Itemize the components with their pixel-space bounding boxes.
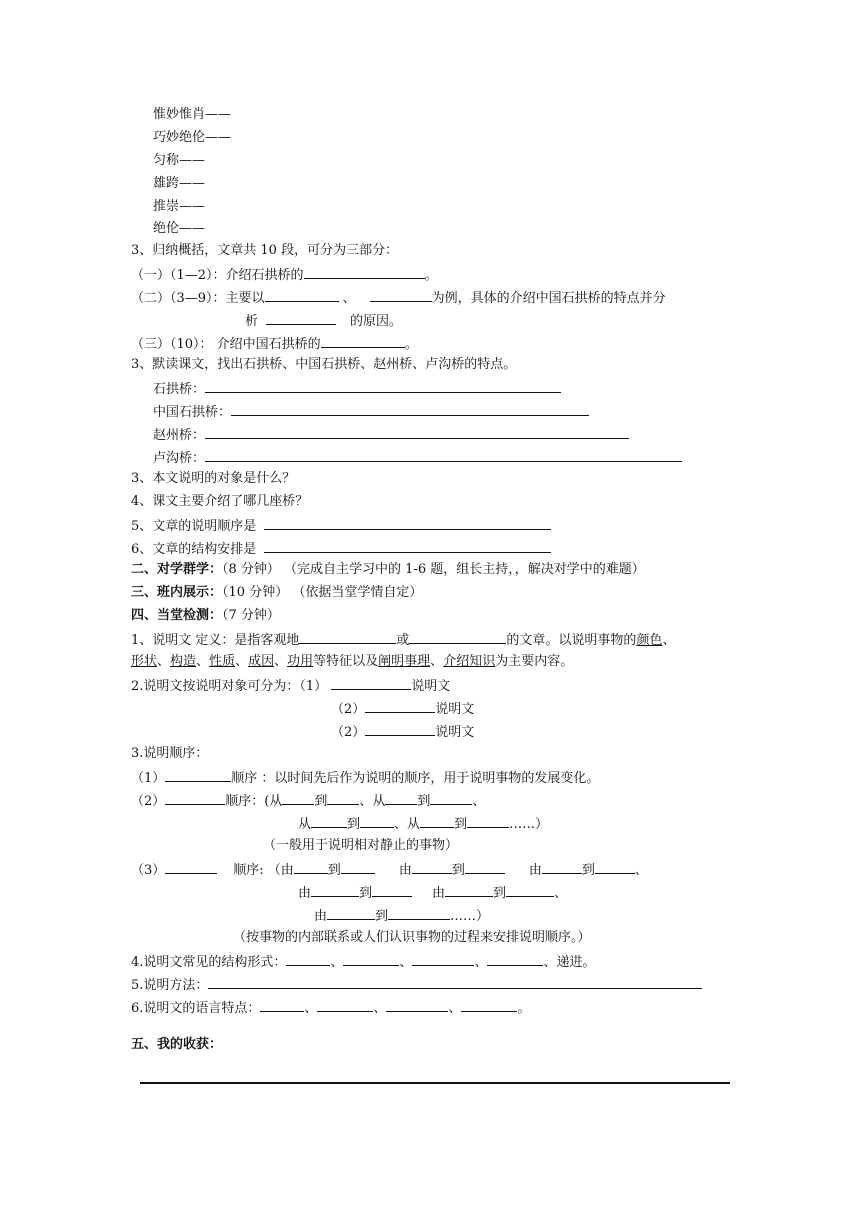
classification-text: （2） (331, 702, 366, 717)
order-space-note: （一般用于说明相对静止的事物） (263, 838, 459, 853)
section-5-title: 五、我的收获： (131, 1037, 223, 1052)
separator: 、 (330, 955, 344, 970)
order-title: 3.说明顺序： (131, 746, 209, 761)
order-logic-cont (298, 883, 567, 901)
answer-blank[interactable] (370, 288, 432, 302)
vocab-item: 雄跨—— (153, 176, 206, 191)
answer-blank[interactable] (386, 998, 448, 1012)
keyword-function: 功用 (287, 654, 314, 669)
answer-blank[interactable] (317, 998, 373, 1012)
by-word: 由 (298, 886, 312, 901)
answer-blank[interactable] (286, 952, 330, 966)
to-word: 到 (359, 886, 373, 901)
feature-row (153, 379, 561, 397)
structure-forms (131, 952, 595, 970)
feature-label: 赵州桥： (153, 428, 206, 443)
keyword-nature: 性质 (209, 654, 236, 669)
to-word: 到 (375, 909, 389, 924)
answer-blank[interactable] (409, 630, 506, 644)
answer-blank[interactable] (420, 814, 454, 828)
answer-blank[interactable] (365, 722, 435, 736)
to-word: 到 (347, 817, 361, 832)
answer-blank[interactable] (205, 425, 629, 439)
keyword-shape: 形状 (131, 654, 158, 669)
summary-part3-text: （三）（10）： 介绍中国石拱桥的 (131, 337, 321, 352)
answer-blank[interactable] (327, 791, 359, 805)
summary-part2-text3: 析 (245, 314, 259, 329)
keyword-reasoning: 阐明事理 (378, 654, 431, 669)
order-logic (131, 860, 648, 878)
separator: 、 (448, 1001, 462, 1016)
from-word: 从 (298, 817, 312, 832)
answer-blank[interactable] (487, 952, 543, 966)
classification-suffix: 说明文 (435, 702, 475, 717)
keyword-knowledge: 介绍知识 (443, 654, 496, 669)
by-word: 由 (528, 863, 542, 878)
answer-blank[interactable] (388, 906, 450, 920)
section-4 (131, 607, 280, 625)
to-word: 到 (417, 794, 431, 809)
separator: 、 (373, 1001, 387, 1016)
feature-label: 石拱桥： (153, 382, 206, 397)
answer-blank[interactable] (542, 860, 582, 874)
classification-suffix: 说明文 (435, 725, 475, 740)
answer-blank[interactable] (341, 860, 375, 874)
order-logic-cont2 (314, 906, 489, 924)
order-num: （2） (131, 794, 166, 809)
question-text: 6、文章的结构安排是 (131, 542, 257, 557)
answer-blank[interactable] (165, 768, 231, 782)
answer-blank[interactable] (266, 311, 336, 325)
question (131, 539, 551, 557)
separator: 、 (235, 654, 249, 669)
to-word: 到 (327, 863, 341, 878)
keyword-cause: 成因 (248, 654, 275, 669)
language-text: 6.说明文的语言特点： (131, 1001, 261, 1016)
methods (131, 975, 702, 993)
order-text: 顺序：(从 (225, 794, 283, 809)
by-word: 由 (398, 863, 412, 878)
summary-part2-cont (245, 311, 402, 329)
order-space-cont (298, 814, 548, 832)
to-word: 到 (314, 794, 328, 809)
section-3 (131, 584, 422, 602)
question (131, 516, 551, 534)
definition-text: 的文章。以说明事物的 (506, 633, 637, 648)
vocab-item: 巧妙绝伦—— (153, 130, 232, 145)
feature-row (153, 448, 682, 466)
section-title: 四、当堂检测： (131, 608, 223, 623)
summary-part2-sep: 、 (342, 291, 356, 306)
order-time (131, 768, 599, 786)
order-space (131, 791, 485, 809)
classification-text: 2.说明文按说明对象可分为：（1） (131, 679, 328, 694)
harvest-answer-line[interactable] (140, 1082, 730, 1084)
classification-2 (331, 699, 474, 717)
section-text: （8 分钟） （完成自主学习中的 1-6 题，组长主持，，解决对学中的难题） (222, 562, 645, 577)
order-ellipsis: ……） (509, 817, 549, 832)
answer-blank[interactable] (294, 860, 328, 874)
vocab-item: 匀称—— (153, 153, 206, 168)
answer-blank[interactable] (311, 814, 347, 828)
definition-line1 (131, 630, 675, 648)
answer-blank[interactable] (445, 883, 493, 897)
separator: 、 (430, 654, 444, 669)
vocab-item: 惟妙惟肖—— (153, 107, 232, 122)
section-text: （7 分钟） (222, 608, 280, 623)
separator: 、 (394, 817, 408, 832)
answer-blank[interactable] (385, 791, 417, 805)
methods-text: 5.说明方法： (131, 978, 209, 993)
to-word: 到 (451, 863, 465, 878)
summary-part3 (131, 334, 418, 352)
question: 4、课文主要介绍了哪几座桥？ (131, 494, 309, 509)
order-text: 顺序: （由 (233, 863, 294, 878)
summary-part2-text2: 为例，具体的介绍中国石拱桥的特点并分 (431, 291, 666, 306)
answer-blank[interactable] (372, 883, 412, 897)
answer-blank[interactable] (412, 952, 474, 966)
structure-text: 递进。 (556, 955, 596, 970)
order-ellipsis: ……） (450, 909, 490, 924)
answer-blank[interactable] (467, 814, 509, 828)
classification-text: （2） (331, 725, 366, 740)
question-text: 5、文章的说明顺序是 (131, 519, 257, 534)
answer-blank[interactable] (461, 998, 517, 1012)
summary-part1 (131, 265, 438, 283)
from-word: 从 (407, 817, 421, 832)
answer-blank[interactable] (231, 402, 589, 416)
separator: 、 (274, 654, 288, 669)
separator: 、 (196, 654, 210, 669)
features-intro: 3、默读课文，找出石拱桥、中国石拱桥、赵州桥、卢沟桥的特点。 (131, 357, 517, 372)
language-features (131, 998, 530, 1016)
answer-blank[interactable] (165, 791, 225, 805)
summary-part2 (131, 288, 666, 306)
answer-blank[interactable] (321, 334, 405, 348)
answer-blank[interactable] (265, 288, 339, 302)
keyword-color: 颜色 (636, 633, 663, 648)
answer-blank[interactable] (360, 814, 394, 828)
summary-part1-text: （一）（1—2）：介绍石拱桥的 (131, 268, 304, 283)
separator: 、 (634, 863, 648, 878)
feature-row (153, 402, 589, 420)
separator: 、 (472, 794, 486, 809)
answer-blank[interactable] (311, 883, 359, 897)
question: 3、本文说明的对象是什么？ (131, 471, 296, 486)
feature-row (153, 425, 629, 443)
section-2 (131, 561, 645, 579)
answer-blank[interactable] (264, 539, 551, 553)
answer-blank[interactable] (430, 791, 472, 805)
answer-blank[interactable] (327, 906, 375, 920)
separator: 、 (304, 1001, 318, 1016)
section-title: 三、班内展示： (131, 585, 223, 600)
answer-blank[interactable] (165, 860, 217, 874)
answer-blank[interactable] (331, 676, 411, 690)
structure-text: 4.说明文常见的结构形式： (131, 955, 287, 970)
answer-blank[interactable] (343, 952, 399, 966)
section-text: （10 分钟） （依据当堂学情自定） (222, 585, 423, 600)
classification-3 (331, 722, 474, 740)
answer-blank[interactable] (304, 265, 425, 279)
to-word: 到 (493, 886, 507, 901)
answer-blank[interactable] (412, 860, 452, 874)
definition-text: 为主要内容。 (495, 654, 574, 669)
order-num: （1） (131, 771, 166, 786)
separator: 、 (662, 633, 676, 648)
definition-line2 (131, 653, 573, 671)
answer-blank[interactable] (365, 699, 435, 713)
answer-blank[interactable] (205, 448, 682, 462)
separator: 、 (399, 955, 413, 970)
answer-blank[interactable] (208, 975, 702, 989)
by-word: 由 (432, 886, 446, 901)
summary-part2-text: （二）（3—9）：主要以 (131, 291, 265, 306)
order-num: （3） (131, 863, 166, 878)
summary-part1-end: 。 (424, 268, 438, 283)
answer-blank[interactable] (465, 860, 505, 874)
answer-blank[interactable] (299, 630, 396, 644)
answer-blank[interactable] (205, 379, 561, 393)
answer-blank[interactable] (260, 998, 304, 1012)
definition-text: 1、说明文 定义：是指客观地 (131, 633, 300, 648)
feature-label: 中国石拱桥： (153, 405, 232, 420)
answer-blank[interactable] (506, 883, 554, 897)
vocab-item: 绝伦—— (153, 221, 206, 236)
vocab-item: 推崇—— (153, 199, 206, 214)
to-word: 到 (581, 863, 595, 878)
section-title: 二、对学群学： (131, 562, 223, 577)
separator: 、 (359, 794, 373, 809)
classification-suffix: 说明文 (411, 679, 451, 694)
by-word: 由 (314, 909, 328, 924)
from-word: 从 (372, 794, 386, 809)
definition-or: 或 (396, 633, 410, 648)
separator: 、 (157, 654, 171, 669)
feature-label: 卢沟桥： (153, 451, 206, 466)
summary-intro: 3、归纳概括，文章共 10 段，可分为三部分： (131, 243, 399, 258)
classification-1 (131, 676, 450, 694)
answer-blank[interactable] (282, 791, 314, 805)
to-word: 到 (454, 817, 468, 832)
answer-blank[interactable] (595, 860, 635, 874)
separator: 、 (543, 955, 557, 970)
keyword-structure: 构造 (170, 654, 197, 669)
separator: 、 (474, 955, 488, 970)
order-text: 顺序 ：以时间先后作为说明的顺序，用于说明事物的发展变化。 (231, 771, 600, 786)
definition-text: 等特征以及 (313, 654, 379, 669)
language-text: 。 (517, 1001, 531, 1016)
separator: 、 (554, 886, 568, 901)
summary-part3-end: 。 (404, 337, 418, 352)
answer-blank[interactable] (264, 516, 551, 530)
summary-part2-text4: 的原因。 (350, 314, 403, 329)
order-logic-note: （按事物的内部联系或人们认识事物的过程来安排说明顺序。） (233, 930, 591, 945)
